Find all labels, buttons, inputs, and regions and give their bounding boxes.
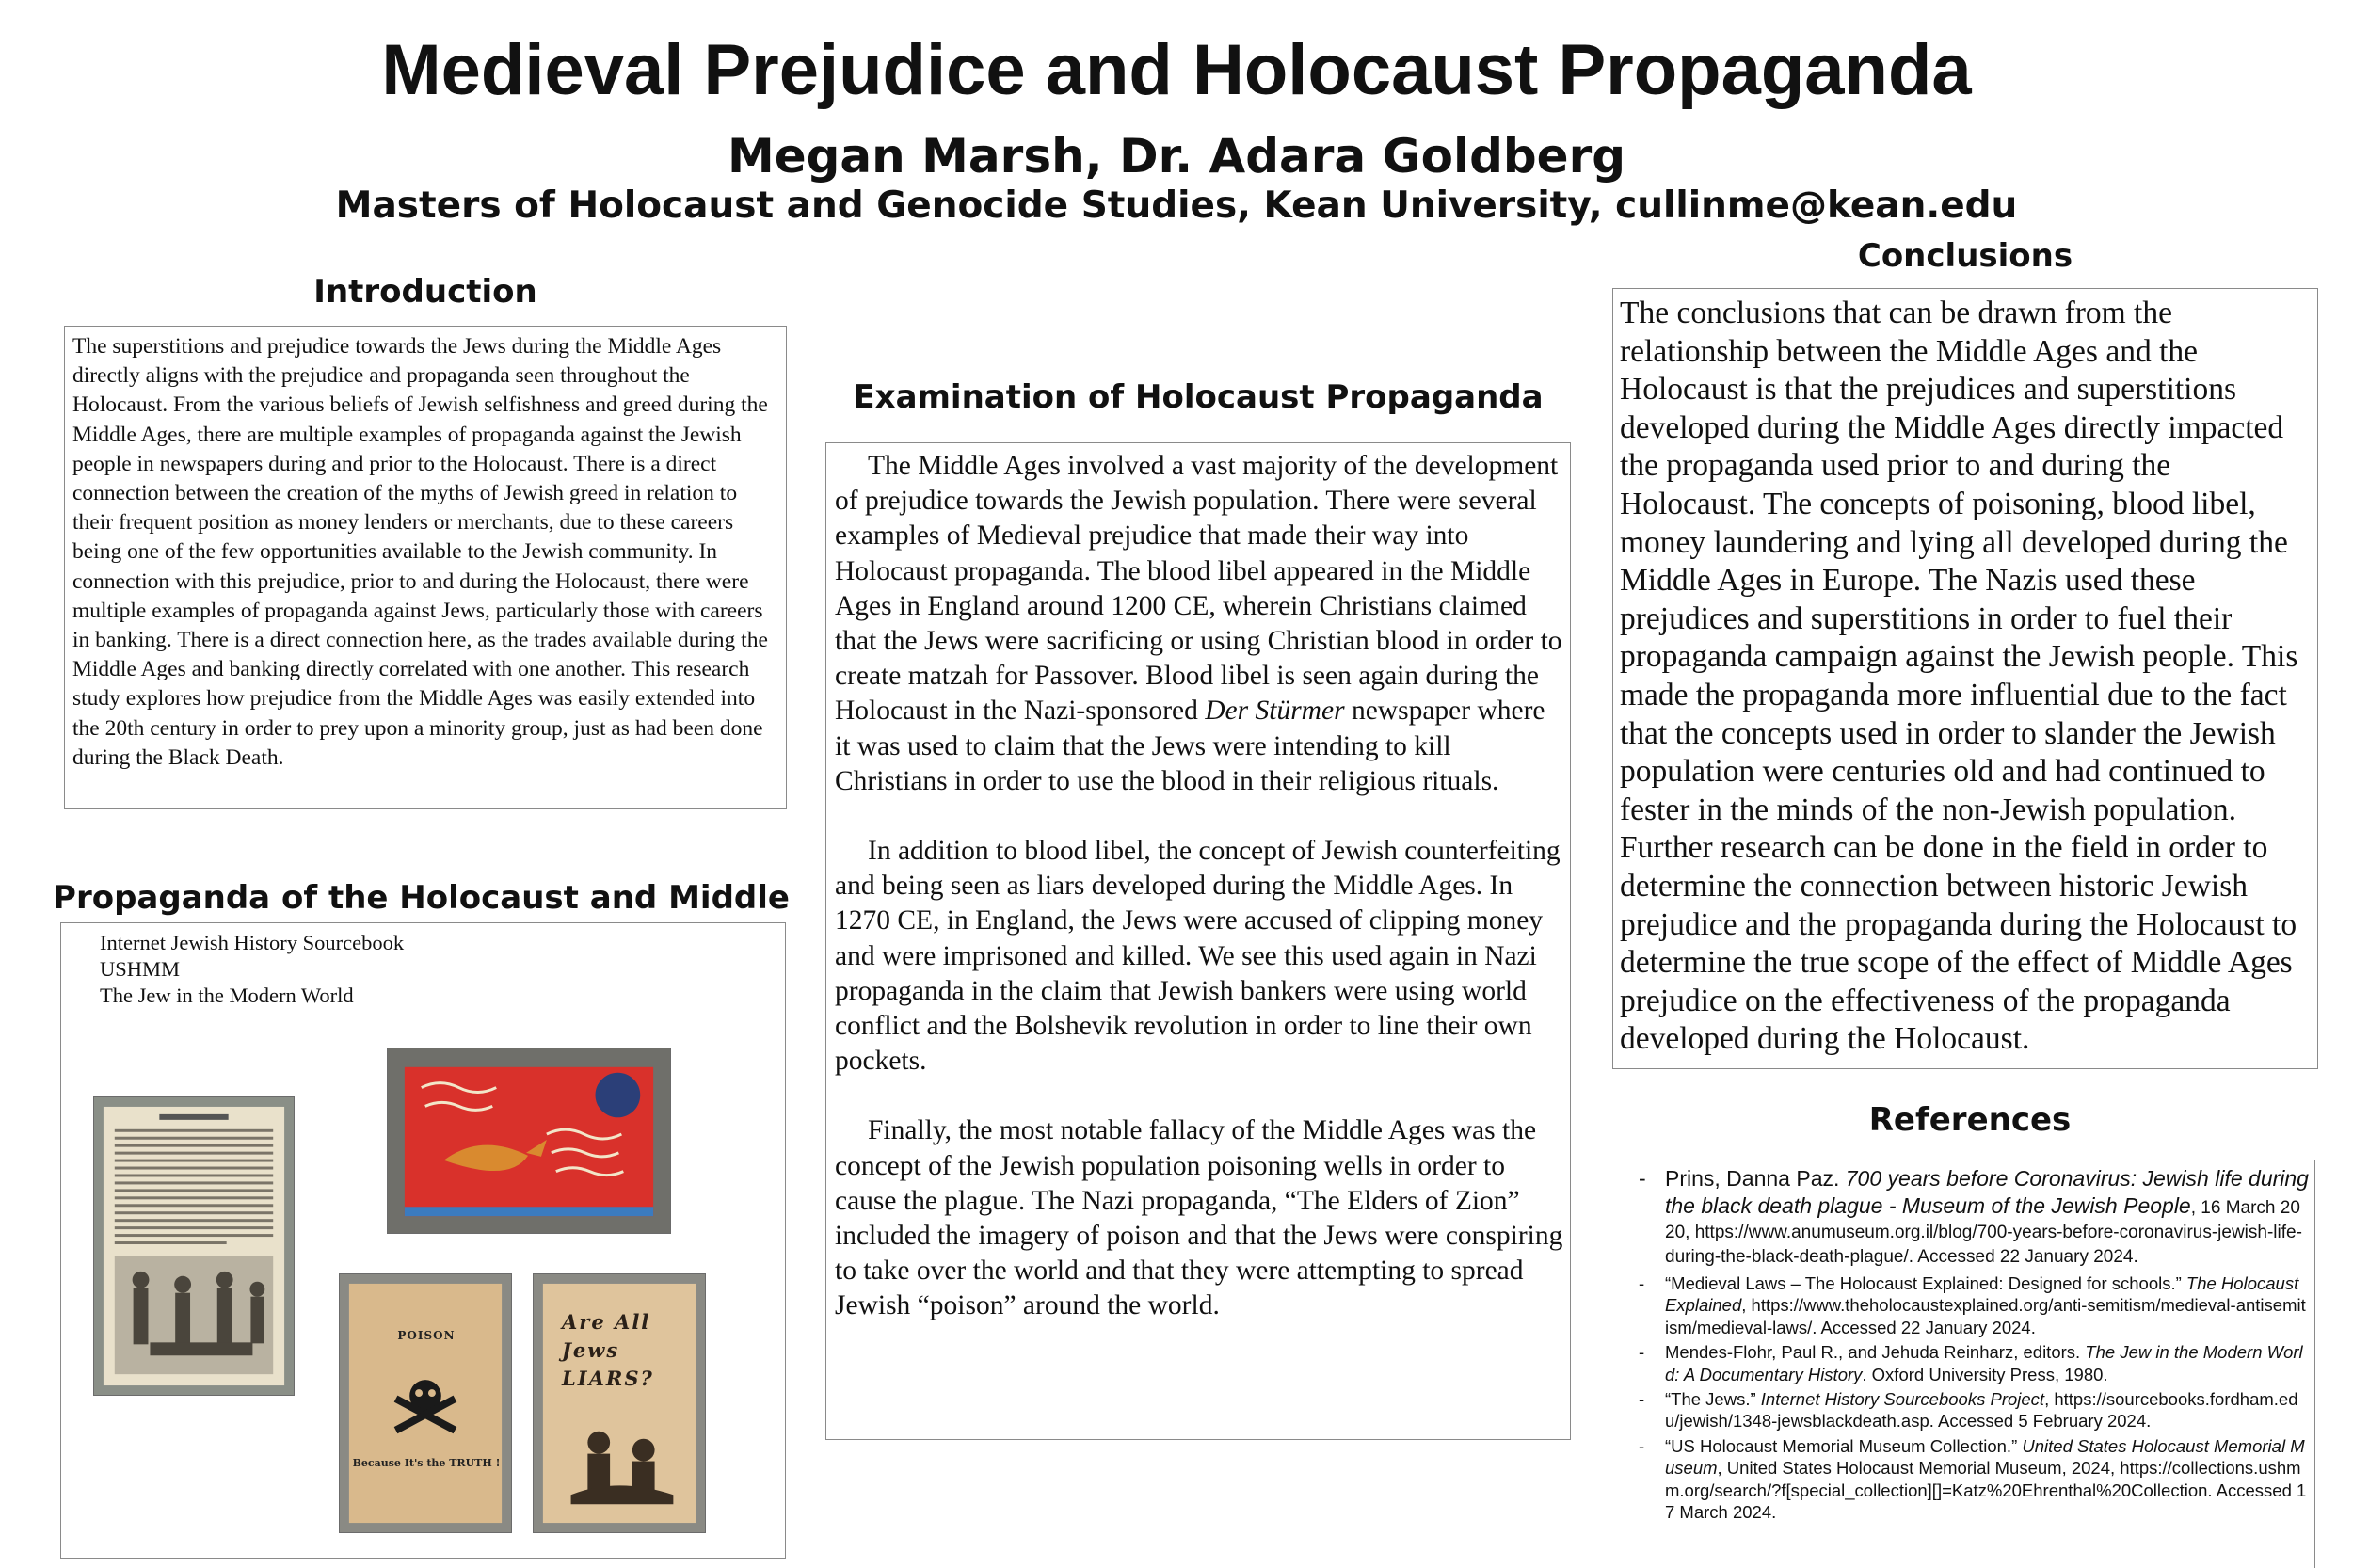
introduction-box [64, 326, 787, 809]
examination-paragraph-3: Finally, the most notable fallacy of the Middle Ages was the concept of the Jewish population poisoning wells in order to cause the plague. The Nazi propaganda, “The Elders of Zion” included the imagery of poison and that the Jews were conspiring to take over the world and that they were attempting to spread Jewish “poison” around the world. [835, 1115, 1563, 1321]
references-heading: References [1868, 1101, 2072, 1139]
conclusions-box [1612, 288, 2318, 1069]
examination-paragraph-1 [835, 449, 1564, 799]
reference-item: - Mendes-Flohr, Paul R., and Jehuda Reinharz, editors. The Jew in the Modern World: A Documentary History. Oxford University Press, 1980. [1639, 1342, 2303, 1384]
examination-p1-text-end: newspaper where it was used to claim that the Jews were intending to kill Christians in order to use the blood in their religious rituals. [835, 696, 1545, 796]
reference-item: - “US Holocaust Memorial Museum Collection.” United States Holocaust Memorial Museum, United States Holocaust Memorial Museum, 2024, https://collections.ushmm.org/search/?f[special_collection][]=Katz%20Ehrenthal%20Collection. Accessed 17 March 2024. [1639, 1435, 2307, 1523]
conclusions-text: The conclusions that can be drawn from the relationship between the Middle Ages and the Holocaust is that the prejudices and superstitions developed during the Middle Ages directly impacted the propaganda used prior to and during the Holocaust. The concepts of poisoning, blood libel, money laundering and lying all developed during the Middle Ages in Europe. The Nazis used these prejudices and superstitions in order to fuel their propaganda campaign against the Jewish people. This made the propaganda more influential due to the fact that the concepts used in order to slander the Jewish population were centuries old and had continued to fester in the minds of the non-Jewish population. Further research can be done in the field in order to determine the connection between historic Jewish prejudice and the propaganda during the Holocaust to determine the true scope of the effect of Middle Ages prejudice on the effectiveness of the propaganda developed during the Holocaust. [1620, 296, 2298, 1057]
reference-item: - “Medieval Laws – The Holocaust Explained: Designed for schools.” The Holocaust Explained, https://www.theholocaustexplained.org/anti-semitism/medieval-antisemitism/medieval-laws/. Accessed 22 January 2024. [1639, 1273, 2306, 1337]
propaganda-box [60, 922, 786, 1559]
medieval-woodcut-image [93, 1096, 295, 1396]
references-box [1625, 1160, 2315, 1568]
liars-title: Are All Jews LIARS? [562, 1310, 654, 1390]
poison-title: POISON [397, 1329, 456, 1342]
poster-authors: Megan Marsh, Dr. Adara Goldberg [727, 129, 1626, 184]
introduction-text: The superstitions and prejudice towards the Jews during the Middle Ages directly aligns with the prejudice and propaganda seen throughout the Holocaust. From the various beliefs of Jewish selfishness and greed during the Middle Ages, there are multiple examples of propaganda against the Jewish people in newspapers during and prior to the Holocaust. There is a direct connection between the creation of the myths of Jewish greed in relation to their frequent position as money lenders or merchants, due to these careers being one of the few opportunities available to the Jewish community. In connection with this prejudice, prior to and during the Holocaust, there were multiple examples of propaganda against Jews, particularly those with careers in banking. There is a direct connection here, as the trades available during the Middle Ages and banking directly correlated with one another. This research study explores how prejudice from the Middle Ages was easily extended into the 20th century in order to prey upon a minority group, just as had been done during the Black Death. [72, 334, 768, 770]
examination-p1-text: The Middle Ages involved a vast majority of the development of prejudice towards the Jewish population. There were several examples of Medieval prejudice that made their way into Holocaust propaganda. The blood libel appeared in the Middle Ages in England around 1200 CE, wherein Christians claimed that the Jews were sacrificing or using Christian blood in order to create matzah for Passover. Blood libel is seen again during the Holocaust in the Nazi-sponsored [835, 451, 1562, 727]
der-sturmer-title: Der Stürmer [1205, 696, 1345, 727]
examination-heading: Examination of Holocaust Propaganda [853, 378, 1544, 416]
conclusions-heading: Conclusions [1857, 237, 2073, 275]
poster-affiliation: Masters of Holocaust and Genocide Studies, Kean University, cullinme@kean.edu [335, 184, 2018, 227]
reference-item: - “The Jews.” Internet History Sourcebooks Project, https://sourcebooks.fordham.edu/jewish/1348-jewsblackdeath.asp. Accessed 5 February 2024. [1639, 1389, 2298, 1432]
source-item: The Jew in the Modern World [100, 984, 354, 1007]
poison-booklet-image [339, 1273, 512, 1533]
examination-box [825, 442, 1571, 1440]
source-item: USHMM [100, 957, 181, 981]
introduction-heading: Introduction [313, 273, 537, 311]
poster-title: Medieval Prejudice and Holocaust Propaganda [381, 30, 1972, 110]
red-book-cover-image [387, 1048, 671, 1234]
liars-booklet-image [533, 1273, 706, 1533]
propaganda-heading: Propaganda of the Holocaust and Middle [53, 879, 790, 917]
examination-paragraph-2: In addition to blood libel, the concept of Jewish counterfeiting and being seen as liars developed during the Middle Ages. In 1270 CE, in England, the Jews were accused of clipping money and were imprisoned and killed. We see this used again in Nazi propaganda in the claim that Jewish bankers were using world conflict and the Bolshevik revolution in order to line their own pockets. [835, 836, 1561, 1077]
reference-item: - Prins, Danna Paz. 700 years before Coronavirus: Jewish life during the black death plague - Museum of the Jewish People, 16 March 2020, https://www.anumuseum.org.il/blog/700-years-before-coronavirus-jewish-life-during-the-black-death-plague/. Accessed 22 January 2024. [1639, 1166, 2309, 1267]
poison-caption: Because It's the TRUTH ! [352, 1457, 501, 1469]
source-item: Internet Jewish History Sourcebook [100, 931, 405, 954]
